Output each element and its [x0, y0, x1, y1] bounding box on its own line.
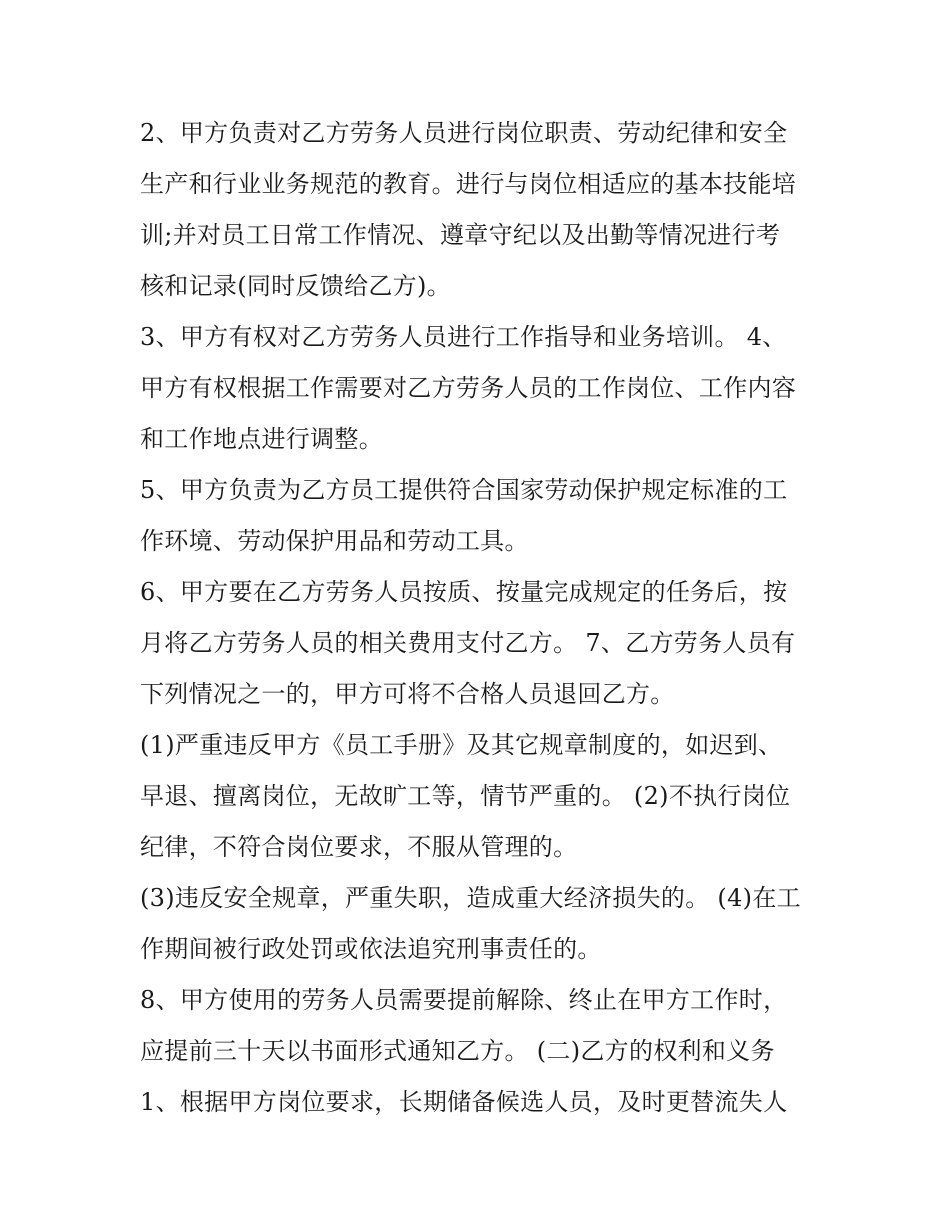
text-line: 作期间被行政处罚或依法追究刑事责任的。 [140, 935, 602, 963]
text-line: 甲方有权根据工作需要对乙方劳务人员的工作岗位、工作内容 [140, 374, 797, 402]
text-line: 8、甲方使用的劳务人员需要提前解除、终止在甲方工作时， [140, 986, 788, 1014]
text-line: (3)违反安全规章，严重失职，造成重大经济损失的。 (4)在工 [140, 884, 801, 912]
document-body [140, 108, 820, 1128]
text-line: 6、甲方要在乙方劳务人员按质、按量完成规定的任务后，按 [140, 578, 788, 606]
text-line: 下列情况之一的，甲方可将不合格人员退回乙方。 [140, 680, 675, 708]
text-line: 3、甲方有权对乙方劳务人员进行工作指导和业务培训。 4、 [140, 323, 787, 351]
text-line: 2、甲方负责对乙方劳务人员进行岗位职责、劳动纪律和安全 [140, 119, 788, 147]
text-line: 和工作地点进行调整。 [140, 425, 383, 453]
text-line: 核和记录(同时反馈给乙方)。 [140, 272, 451, 300]
text-line: 1、根据甲方岗位要求，长期储备候选人员，及时更替流失人 [140, 1088, 788, 1116]
text-line: 5、甲方负责为乙方员工提供符合国家劳动保护规定标准的工 [140, 476, 788, 504]
text-line: 训;并对员工日常工作情况、遵章守纪以及出勤等情况进行考 [140, 221, 781, 249]
text-line: 生产和行业业务规范的教育。进行与岗位相适应的基本技能培 [140, 170, 797, 198]
text-line: 早退、擅离岗位，无故旷工等，情节严重的。 (2)不执行岗位 [140, 782, 791, 810]
text-line: 纪律，不符合岗位要求，不服从管理的。 [140, 833, 578, 861]
text-line: (1)严重违反甲方《员工手册》及其它规章制度的，如迟到、 [140, 731, 783, 759]
text-line: 作环境、劳动保护用品和劳动工具。 [140, 527, 529, 555]
text-line: 月将乙方劳务人员的相关费用支付乙方。 7、乙方劳务人员有 [140, 629, 796, 657]
text-line: 应提前三十天以书面形式通知乙方。 (二)乙方的权利和义务 [140, 1037, 775, 1065]
